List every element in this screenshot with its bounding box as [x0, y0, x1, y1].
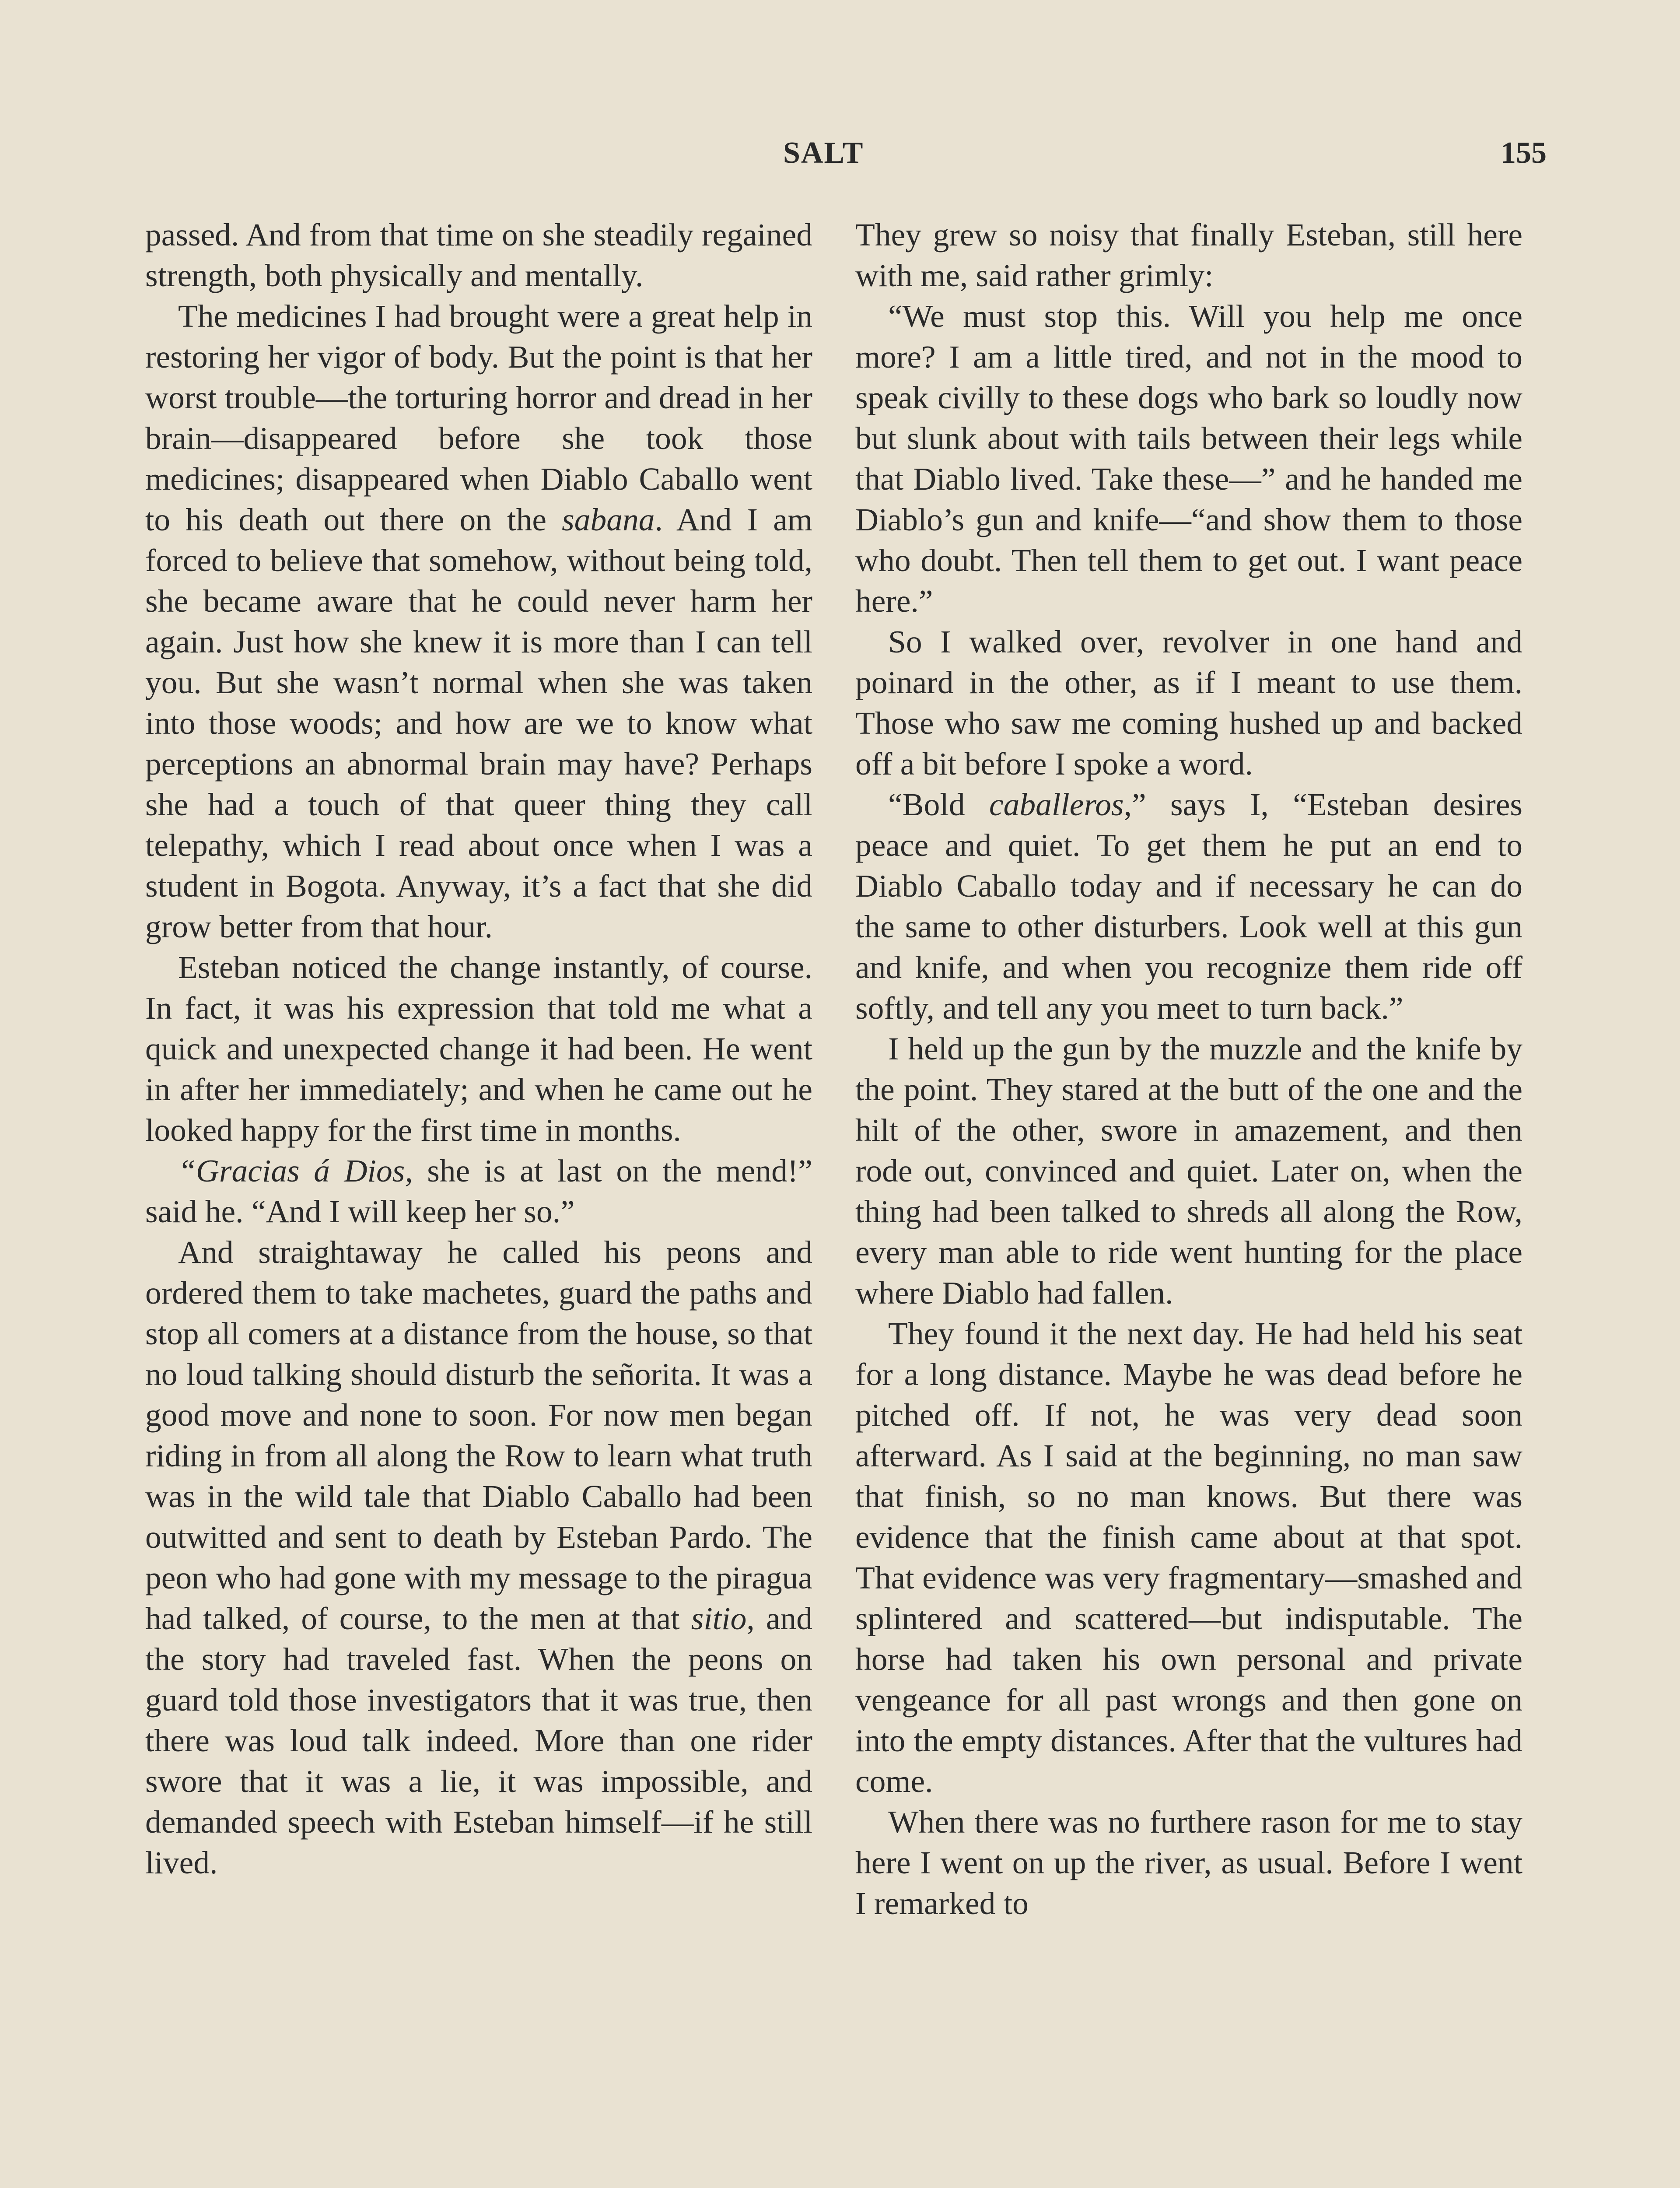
right-column — [855, 214, 1522, 1924]
paragraph: The medicines I had brought were a great help in restoring her vigor of body. But the point is that her worst trouble—the torturing horror and dread in her brain—disappeared before she took those medicines; disappeared when Diablo Caballo went to his death out there on the sabana. And I am forced to believe that somehow, without being told, she became aware that he could never harm her again. Just how she knew it is more than I can tell you. But she wasn’t normal when she was taken into those woods; and how are we to know what perceptions an abnormal brain may have? Perhaps she had a touch of that queer thing they call telepathy, which I read about once when I was a student in Bogota. Anyway, it’s a fact that she did grow better from that hour. — [145, 298, 812, 944]
paragraph: They grew so noisy that finally Esteban, still here with me, said rather grimly: — [855, 217, 1522, 293]
paragraph: I held up the gun by the muzzle and the knife by the point. They stared at the butt of the one and the hilt of the other, swore in amazement, and then rode out, convinced and quiet. Later on, when the thing had been talked to shreds all along the Row, every man able to ride went hunting for the place where Diablo had fallen. — [855, 1031, 1522, 1311]
page-header — [0, 131, 1680, 184]
left-column — [145, 214, 812, 1883]
paragraph: And straightaway he called his peons and ordered them to take machetes, guard the paths and stop all comers at a distance from the house, so that no loud talking should disturb the señorita. It was a good move and none to soon. For now men began riding in from all along the Row to learn what truth was in the wild tale that Diablo Caballo had been outwitted and sent to death by Esteban Pardo. The peon who had gone with my message to the piragua had talked, of course, to the men at that sitio, and the story had traveled fast. When the peons on guard told those investigators that it was true, then there was loud talk indeed. More than one rider swore that it was a lie, it was impossible, and demanded speech with Esteban himself—if he still lived. — [145, 1234, 813, 1880]
paragraph: “We must stop this. Will you help me once more? I am a little tired, and not in the mood to speak civilly to these dogs who bark so loudly now but slunk about with tails between their legs while that Diablo lived. Take these—” and he handed me Diablo’s gun and knife—“and show them to those who doubt. Then tell them to get out. I want peace here.” — [855, 298, 1522, 619]
paragraph: When there was no furthere rason for me to stay here I went on up the river, as usual. Before I went I remarked to — [855, 1804, 1522, 1921]
paragraph: Esteban noticed the change instantly, of course. In fact, it was his expression that told me what a quick and unexpected change it had been. He went in after her immediately; and when he came out he looked happy for the first time in months. — [145, 950, 812, 1148]
paragraph: “Gracias á Dios, she is at last on the mend!” said he. “And I will keep her so.” — [145, 1153, 813, 1229]
running-head: SALT — [783, 136, 864, 170]
paragraph: So I walked over, revolver in one hand and poinard in the other, as if I meant to use them. Those who saw me coming hushed up and backed off a bit before I spoke a word. — [855, 624, 1522, 782]
paragraph: passed. And from that time on she steadily regained strength, both physically and mentally. — [145, 217, 812, 293]
page-number: 155 — [1501, 136, 1547, 170]
paragraph: They found it the next day. He had held his seat for a long distance. Maybe he was dead before he pitched off. If not, he was very dead soon afterward. As I said at the beginning, no man saw that finish, so no man knows. But there was evidence that the finish came about at that spot. That evidence was very fragmentary—smashed and splintered and scattered—but indisputable. The horse had taken his own personal and private vengeance for all past wrongs and then gone on into the empty distances. After that the vultures had come. — [855, 1316, 1522, 1799]
paragraph: “Bold caballeros,” says I, “Esteban desires peace and quiet. To get them he put an end to Diablo Caballo today and if necessary he can do the same to other disturbers. Look well at this gun and knife, and when you recognize them ride off softly, and tell any you meet to turn back.” — [855, 787, 1522, 1026]
